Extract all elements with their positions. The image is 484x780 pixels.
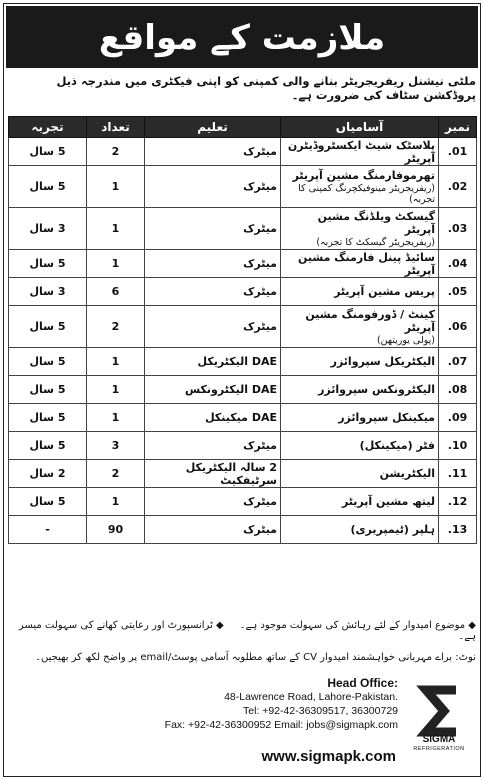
office-fax-email: Fax: +92-42-36300952 Email: jobs@sigmapk.com — [164, 719, 398, 731]
row-education: میٹرک — [145, 278, 281, 306]
header-exp: تجربہ — [9, 117, 87, 138]
row-post — [281, 460, 439, 488]
logo-name: SIGMA — [422, 734, 456, 745]
row-number: 10. — [439, 432, 477, 460]
row-number: 05. — [439, 278, 477, 306]
row-quantity: 1 — [87, 348, 145, 376]
row-education: میٹرک — [145, 516, 281, 544]
row-post-title: میکینکل سپروائزر — [338, 411, 435, 424]
row-number: 04. — [439, 250, 477, 278]
row-number: 02. — [439, 166, 477, 208]
row-number: 08. — [439, 376, 477, 404]
row-experience: 5 سال — [9, 404, 87, 432]
row-post-title: تھرموفارمنگ مشین آپریٹر — [292, 168, 435, 182]
row-quantity: 2 — [87, 138, 145, 166]
row-post — [281, 488, 439, 516]
office-address: 48-Lawrence Road, Lahore-Pakistan. — [224, 691, 398, 703]
facility-note-2-text: ٹرانسپورٹ اور رعایتی کھانے کی سہولت میسر ہے۔ — [18, 620, 476, 642]
table-row — [9, 208, 477, 250]
header-post: آسامیاں — [281, 117, 439, 138]
row-quantity: 1 — [87, 376, 145, 404]
row-experience: 5 سال — [9, 138, 87, 166]
table-row — [9, 166, 477, 208]
row-experience: 3 سال — [9, 278, 87, 306]
row-education: میٹرک — [145, 208, 281, 250]
logo-tagline: REFRIGERATION — [413, 746, 465, 752]
table-row — [9, 516, 477, 544]
row-number: 07. — [439, 348, 477, 376]
row-number: 11. — [439, 460, 477, 488]
header-edu: تعلیم — [145, 117, 281, 138]
header-qty: تعداد — [87, 117, 145, 138]
row-post — [281, 376, 439, 404]
jobs-table — [8, 116, 477, 544]
row-quantity: 1 — [87, 488, 145, 516]
instruction-note: نوٹ: براے مہربانی خواہشمند امیدوار CV کے ساتھ مطلوبہ آسامی پوسٹ/email پر واضح لکھ کر بھیجیں۔ — [35, 652, 476, 663]
facility-note-1-text: موضوع امیدوار کے لئے رہائش کی سہولت موجود ہے۔ — [239, 620, 466, 631]
row-post — [281, 404, 439, 432]
sigma-logo-icon — [408, 680, 470, 742]
row-post-title: لیتھ مشین آپریٹر — [341, 495, 435, 508]
table-row — [9, 460, 477, 488]
row-experience: 5 سال — [9, 166, 87, 208]
row-education: DAE میکینکل — [145, 404, 281, 432]
row-quantity: 1 — [87, 404, 145, 432]
row-education: میٹرک — [145, 166, 281, 208]
row-number: 13. — [439, 516, 477, 544]
row-quantity: 90 — [87, 516, 145, 544]
table-row — [9, 488, 477, 516]
row-quantity: 3 — [87, 432, 145, 460]
row-post-title: الیکٹریشن — [379, 467, 435, 480]
table-row — [9, 348, 477, 376]
row-education: میٹرک — [145, 138, 281, 166]
row-experience: 5 سال — [9, 250, 87, 278]
row-post-title: گیسکٹ ویلڈنگ مشین آپریٹر — [317, 209, 435, 236]
row-post — [281, 432, 439, 460]
row-education: میٹرک — [145, 306, 281, 348]
intro-text: ملٹی نیشنل ریفریجریٹر بنانے والی کمپنی کو اپنی فیکٹری میں مندرجہ ذیل پروڈکشن سٹاف کی ضرورت ہے۔ — [56, 74, 476, 102]
row-quantity: 1 — [87, 250, 145, 278]
office-tel: Tel: +92-42-36309517, 36300729 — [242, 705, 398, 717]
row-post-title: پلاسٹک شیٹ ایکسٹروڈیٹرن آپریٹر — [287, 138, 435, 165]
row-post — [281, 278, 439, 306]
row-quantity: 1 — [87, 208, 145, 250]
row-education: 2 سالہ الیکٹریکل سرٹیفکیٹ — [145, 460, 281, 488]
row-post-title: فٹر (میکینکل) — [359, 439, 435, 452]
row-education: میٹرک — [145, 488, 281, 516]
row-post — [281, 306, 439, 348]
row-number: 12. — [439, 488, 477, 516]
row-post-note: (پولی یوریتھن) — [376, 334, 435, 346]
row-number: 01. — [439, 138, 477, 166]
row-experience: 3 سال — [9, 208, 87, 250]
row-post — [281, 516, 439, 544]
row-post-title: سائیڈ پینل فارمنگ مشین آپریٹر — [298, 250, 435, 277]
row-experience: 5 سال — [9, 348, 87, 376]
page-title: ملازمت کے مواقع — [6, 6, 478, 68]
row-post — [281, 138, 439, 166]
row-education: DAE الیکٹرونکس — [145, 376, 281, 404]
row-post-title: پریس مشین آپریٹر — [334, 285, 435, 298]
row-number: 03. — [439, 208, 477, 250]
row-post — [281, 166, 439, 208]
table-row — [9, 376, 477, 404]
row-post-note: (ریفریجریٹر گیسکٹ کا تجربہ) — [316, 236, 435, 248]
row-number: 06. — [439, 306, 477, 348]
website-link[interactable]: www.sigmapk.com — [261, 748, 396, 765]
row-education: میٹرک — [145, 250, 281, 278]
table-row — [9, 306, 477, 348]
row-post-title: الیکٹرونکس سپروائزر — [318, 383, 435, 396]
facility-notes — [8, 620, 476, 644]
row-quantity: 1 — [87, 166, 145, 208]
table-row — [9, 138, 477, 166]
table-row — [9, 432, 477, 460]
row-quantity: 2 — [87, 306, 145, 348]
row-education: میٹرک — [145, 432, 281, 460]
row-post — [281, 208, 439, 250]
row-number: 09. — [439, 404, 477, 432]
head-office-heading: Head Office: — [327, 676, 398, 690]
row-post-note: (ریفریجریٹر مینوفیکچرنگ کمپنی کا تجربہ) — [298, 182, 435, 205]
table-row — [9, 278, 477, 306]
row-post-title: کینٹ / ڈورفومنگ مشین آپریٹر — [305, 307, 435, 334]
row-experience: 5 سال — [9, 306, 87, 348]
table-row — [9, 250, 477, 278]
row-experience: 5 سال — [9, 376, 87, 404]
row-post — [281, 348, 439, 376]
row-post-title: ہلپر (ٹیمپریری) — [350, 523, 435, 536]
header-num: نمبر — [439, 117, 477, 138]
row-quantity: 6 — [87, 278, 145, 306]
table-header-row — [9, 117, 477, 138]
row-education: DAE الیکٹریکل — [145, 348, 281, 376]
row-post — [281, 250, 439, 278]
head-office-block — [118, 676, 398, 732]
facility-note-1: ◆ موضوع امیدوار کے لئے رہائش کی سہولت موجود ہے۔ ◆ ٹرانسپورٹ اور رعایتی کھانے کی سہولت میسر ہے۔ — [18, 620, 476, 642]
table-row — [9, 404, 477, 432]
row-experience: 5 سال — [9, 488, 87, 516]
row-post-title: الیکٹریکل سپروائزر — [330, 355, 435, 368]
row-experience: 5 سال — [9, 432, 87, 460]
row-experience: - — [9, 516, 87, 544]
row-experience: 2 سال — [9, 460, 87, 488]
row-quantity: 2 — [87, 460, 145, 488]
